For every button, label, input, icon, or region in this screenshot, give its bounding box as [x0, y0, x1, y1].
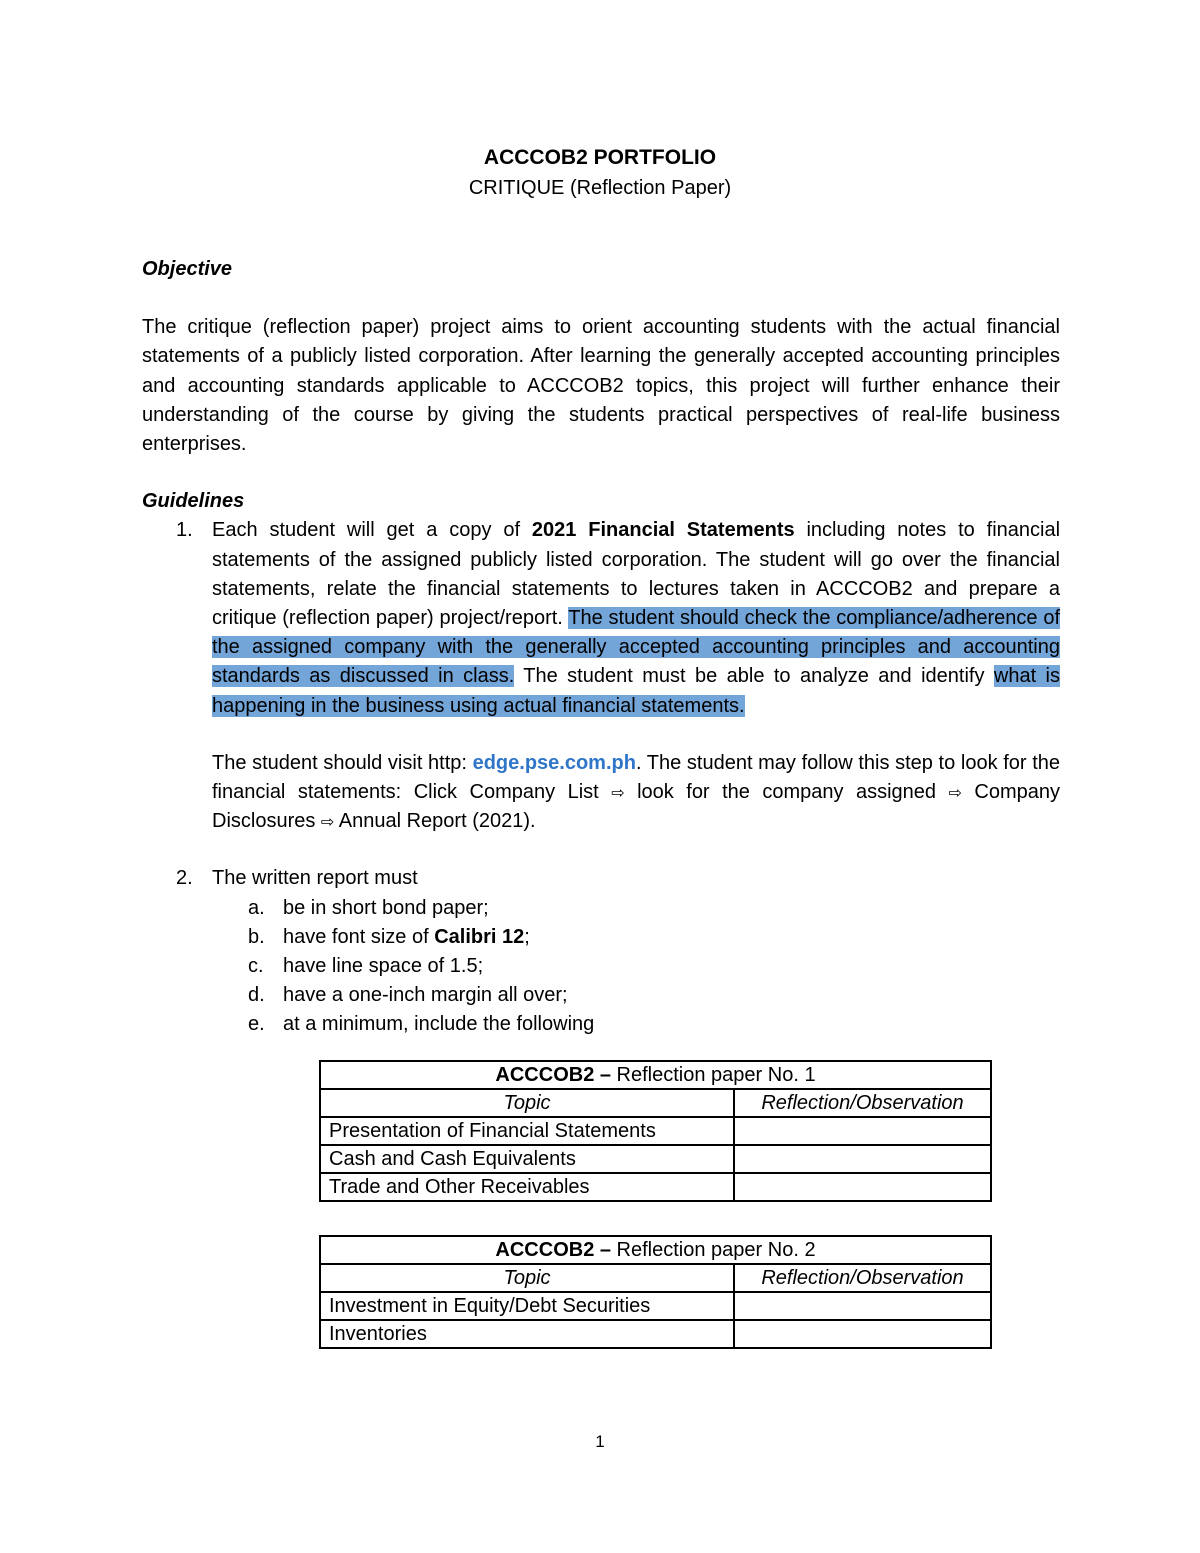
document-title: ACCCOB2 PORTFOLIO: [483, 146, 717, 169]
requirement-item: e. at a minimum, include the following: [248, 1013, 595, 1036]
guideline-2-intro: The written report must: [212, 867, 418, 890]
reflection-table-1: [319, 1060, 992, 1202]
column-header-reflection: Reflection/Observation: [734, 1264, 991, 1292]
table-row: Inventories: [320, 1320, 991, 1348]
objective-text: The critique (reflection paper) project aims to orient accounting students with the actual financial statements of a publicly listed corporation. After learning the generally accepted accounting principles and accounting standards applicable to ACCCOB2 topics, this project will further enhance their understanding of the course by giving the students practical perspectives of real-life business enterprises.: [142, 316, 1060, 456]
table-title: ACCCOB2 – Reflection paper No. 1: [320, 1061, 991, 1089]
visit-instructions: The student should visit http: edge.pse.com.ph. The student may follow this step to look for the financial statements: Click Company List ⇨ look for the company assigned ⇨ Company Disclosures ⇨ Annual Report (2021).: [212, 751, 1061, 833]
requirement-item: d. have a one-inch margin all over;: [248, 984, 568, 1007]
objective-heading: Objective: [142, 258, 233, 280]
fs-year-bold: 2021 Financial Statements: [531, 519, 795, 542]
table-row: Cash and Cash Equivalents: [320, 1145, 991, 1173]
guideline-item-2: [142, 864, 1060, 1039]
empty-cell: [734, 1145, 991, 1173]
empty-cell: [734, 1292, 991, 1320]
pse-edge-link[interactable]: edge.pse.com.ph: [472, 751, 636, 774]
column-header-topic: Topic: [320, 1264, 734, 1292]
empty-cell: [734, 1320, 991, 1348]
table-title: ACCCOB2 – Reflection paper No. 2: [320, 1236, 991, 1264]
document-body: [142, 255, 1060, 1040]
document-subtitle: CRITIQUE (Reflection Paper): [468, 177, 732, 199]
column-header-topic: Topic: [320, 1089, 734, 1117]
requirement-item: b. have font size of Calibri 12;: [248, 925, 530, 948]
highlighted-text: The student should check the compliance/adherence of the assigned company with the generally accepted accounting principles and accounting standards as discussed in class.: [212, 607, 1061, 688]
requirement-item: a. be in short bond paper;: [248, 896, 489, 919]
guideline-1-text: Each student will get a copy of 2021 Financial Statements including notes to financial statements of the assigned publicly listed corporation. The student will go over the financial statements, relate the financial statements to lectures taken in ACCCOB2 and prepare a critique (reflection paper) project/report. The student should check the compliance/adherence of the assigned company with the generally accepted accounting principles and accounting standards as discussed in class. The student must be able to analyze and identify what is happening in the business using actual financial statements.: [212, 519, 1061, 717]
guidelines-heading: Guidelines: [142, 490, 245, 513]
highlighted-text: what is happening in the business using actual financial statements.: [212, 665, 1060, 717]
column-header-reflection: Reflection/Observation: [734, 1089, 991, 1117]
guideline-item-1: [142, 516, 1060, 864]
report-requirements-list: [212, 894, 1060, 1040]
right-arrow-icon: ⇨: [611, 783, 625, 803]
empty-cell: [734, 1173, 991, 1201]
reflection-table-2: [319, 1235, 992, 1349]
right-arrow-icon: ⇨: [948, 783, 962, 803]
page-number: 1: [595, 1432, 605, 1451]
title-block: [0, 143, 1200, 203]
list-number: 1.: [176, 519, 193, 542]
right-arrow-icon: ⇨: [320, 812, 335, 832]
requirement-item: c. have line space of 1.5;: [248, 955, 484, 978]
list-number: 2.: [176, 867, 193, 890]
table-row: Trade and Other Receivables: [320, 1173, 991, 1201]
guidelines-list: [142, 516, 1060, 1039]
table-row: Investment in Equity/Debt Securities: [320, 1292, 991, 1320]
table-row: Presentation of Financial Statements: [320, 1117, 991, 1145]
empty-cell: [734, 1117, 991, 1145]
